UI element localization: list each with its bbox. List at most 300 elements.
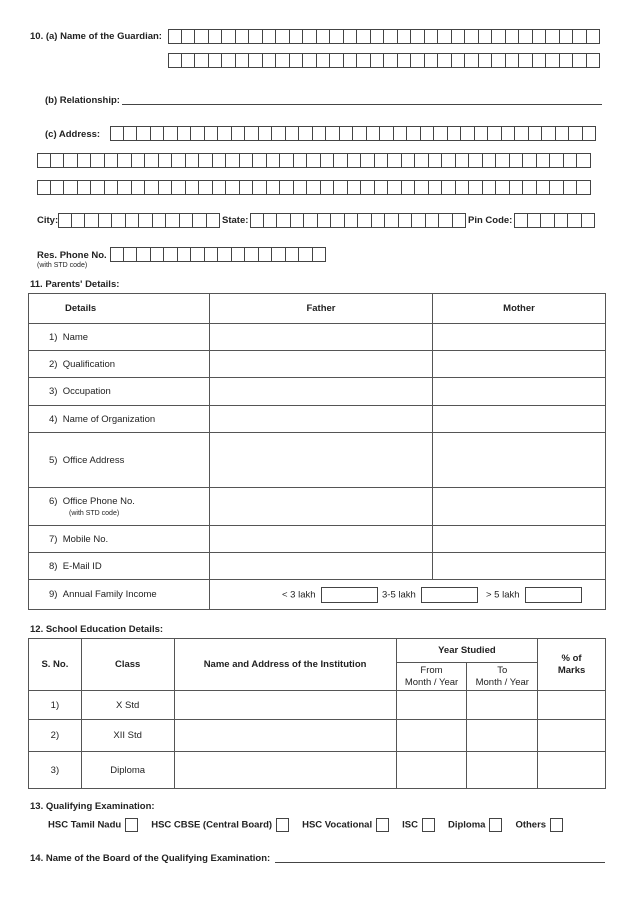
char-box[interactable]	[191, 126, 205, 141]
char-box[interactable]	[529, 126, 543, 141]
parents-row-label	[29, 406, 210, 433]
char-box[interactable]	[218, 247, 232, 262]
to-cell[interactable]	[467, 752, 538, 789]
char-box[interactable]	[375, 180, 389, 195]
char-box[interactable]	[344, 29, 358, 44]
income-3to5-box[interactable]	[421, 587, 478, 603]
char-box[interactable]	[180, 213, 194, 228]
char-box[interactable]	[371, 53, 385, 68]
char-box[interactable]	[402, 180, 416, 195]
char-box[interactable]	[276, 29, 290, 44]
char-box[interactable]	[415, 153, 429, 168]
char-box[interactable]	[519, 29, 533, 44]
char-box[interactable]	[159, 180, 173, 195]
char-box[interactable]	[153, 213, 167, 228]
char-box[interactable]	[213, 180, 227, 195]
marks-sublabel: Marks	[557, 664, 586, 676]
income-gt5-box[interactable]	[525, 587, 582, 603]
mother-mobile-cell[interactable]	[433, 526, 606, 553]
char-box[interactable]	[546, 53, 560, 68]
char-box[interactable]	[475, 126, 489, 141]
father-mobile-cell[interactable]	[210, 526, 433, 553]
char-box[interactable]	[384, 29, 398, 44]
char-box[interactable]	[372, 213, 386, 228]
char-box[interactable]	[488, 126, 502, 141]
char-box[interactable]	[398, 29, 412, 44]
row-label: E-Mail ID	[62, 560, 102, 572]
char-box[interactable]	[226, 153, 240, 168]
char-box[interactable]	[222, 29, 236, 44]
char-box[interactable]	[276, 53, 290, 68]
char-box[interactable]	[72, 213, 86, 228]
mother-name-cell[interactable]	[433, 324, 606, 351]
school-row-sno: 3)	[29, 752, 82, 789]
char-box[interactable]	[439, 213, 453, 228]
char-box[interactable]	[537, 153, 551, 168]
marks-label: % of	[561, 652, 582, 664]
char-box[interactable]	[209, 53, 223, 68]
char-box[interactable]	[546, 29, 560, 44]
char-box[interactable]	[421, 126, 435, 141]
char-box[interactable]	[99, 213, 113, 228]
char-box[interactable]	[541, 213, 555, 228]
char-box[interactable]	[496, 153, 510, 168]
char-box[interactable]	[118, 180, 132, 195]
char-box[interactable]	[438, 29, 452, 44]
parents-row-label	[29, 378, 210, 406]
school-header-class: Class	[81, 639, 174, 691]
char-box[interactable]	[307, 180, 321, 195]
char-box[interactable]	[442, 153, 456, 168]
board-line[interactable]	[275, 862, 605, 863]
char-box[interactable]	[199, 153, 213, 168]
char-box[interactable]	[506, 53, 520, 68]
char-box[interactable]	[232, 247, 246, 262]
char-box[interactable]	[388, 180, 402, 195]
char-box[interactable]	[438, 53, 452, 68]
char-box[interactable]	[564, 180, 578, 195]
char-box[interactable]	[64, 153, 78, 168]
others-checkbox[interactable]	[550, 818, 563, 832]
char-box[interactable]	[124, 126, 138, 141]
school-heading: 12. School Education Details:	[30, 624, 164, 635]
char-box[interactable]	[253, 180, 267, 195]
row-num: 5)	[49, 454, 58, 466]
char-box[interactable]	[448, 126, 462, 141]
char-box[interactable]	[264, 213, 278, 228]
char-box[interactable]	[303, 53, 317, 68]
char-box[interactable]	[361, 153, 375, 168]
char-box[interactable]	[452, 53, 466, 68]
char-box[interactable]	[345, 213, 359, 228]
char-box[interactable]	[321, 153, 335, 168]
char-box[interactable]	[112, 213, 126, 228]
char-box[interactable]	[166, 213, 180, 228]
mother-office-phone-cell[interactable]	[433, 488, 606, 526]
char-box[interactable]	[263, 53, 277, 68]
char-box[interactable]	[375, 153, 389, 168]
char-box[interactable]	[587, 53, 601, 68]
char-box[interactable]	[218, 126, 232, 141]
char-box[interactable]	[299, 247, 313, 262]
char-box[interactable]	[331, 213, 345, 228]
char-box[interactable]	[64, 180, 78, 195]
char-box[interactable]	[582, 213, 596, 228]
char-box[interactable]	[564, 153, 578, 168]
char-box[interactable]	[126, 213, 140, 228]
char-box[interactable]	[164, 247, 178, 262]
char-box[interactable]	[452, 29, 466, 44]
char-box[interactable]	[132, 153, 146, 168]
char-box[interactable]	[151, 126, 165, 141]
char-box[interactable]	[259, 126, 273, 141]
char-box[interactable]	[304, 213, 318, 228]
father-organization-cell[interactable]	[210, 406, 433, 433]
char-box[interactable]	[313, 126, 327, 141]
marks-cell[interactable]	[538, 752, 606, 789]
char-box[interactable]	[290, 29, 304, 44]
mother-qualification-cell[interactable]	[433, 351, 606, 378]
char-box[interactable]	[272, 247, 286, 262]
char-box[interactable]	[245, 247, 259, 262]
char-box[interactable]	[461, 126, 475, 141]
char-box[interactable]	[357, 29, 371, 44]
from-cell[interactable]	[396, 752, 467, 789]
char-box[interactable]	[178, 126, 192, 141]
char-box[interactable]	[456, 180, 470, 195]
char-box[interactable]	[573, 29, 587, 44]
char-box[interactable]	[348, 153, 362, 168]
char-box[interactable]	[411, 29, 425, 44]
char-box[interactable]	[358, 213, 372, 228]
institution-cell[interactable]	[174, 720, 396, 752]
income-option-label: > 5 lakh	[486, 589, 520, 601]
char-box[interactable]	[236, 29, 250, 44]
char-box[interactable]	[542, 126, 556, 141]
row-num: 8)	[49, 560, 58, 572]
char-box[interactable]	[168, 29, 182, 44]
address-boxes-row1[interactable]	[110, 126, 596, 141]
char-box[interactable]	[456, 153, 470, 168]
char-box[interactable]	[568, 213, 582, 228]
char-box[interactable]	[164, 126, 178, 141]
char-box[interactable]	[330, 29, 344, 44]
char-box[interactable]	[353, 126, 367, 141]
char-box[interactable]	[105, 180, 119, 195]
char-box[interactable]	[145, 180, 159, 195]
char-box[interactable]	[226, 180, 240, 195]
char-box[interactable]	[537, 180, 551, 195]
guardian-name-boxes-row2[interactable]	[168, 53, 600, 68]
char-box[interactable]	[178, 247, 192, 262]
parents-row-label	[29, 553, 210, 580]
char-box[interactable]	[151, 247, 165, 262]
char-box[interactable]	[334, 180, 348, 195]
char-box[interactable]	[492, 29, 506, 44]
mother-office-address-cell[interactable]	[433, 433, 606, 488]
char-box[interactable]	[105, 153, 119, 168]
char-box[interactable]	[442, 180, 456, 195]
char-box[interactable]	[398, 53, 412, 68]
income-lt3-box[interactable]	[321, 587, 378, 603]
to-cell[interactable]	[467, 720, 538, 752]
char-box[interactable]	[85, 213, 99, 228]
char-box[interactable]	[317, 29, 331, 44]
char-box[interactable]	[313, 247, 327, 262]
char-box[interactable]	[78, 153, 92, 168]
char-box[interactable]	[132, 180, 146, 195]
char-box[interactable]	[577, 180, 591, 195]
char-box[interactable]	[191, 247, 205, 262]
char-box[interactable]	[249, 29, 263, 44]
char-box[interactable]	[348, 180, 362, 195]
char-box[interactable]	[91, 153, 105, 168]
char-box[interactable]	[193, 213, 207, 228]
char-box[interactable]	[232, 126, 246, 141]
pin-code-boxes[interactable]	[514, 213, 595, 228]
char-box[interactable]	[492, 53, 506, 68]
char-box[interactable]	[137, 247, 151, 262]
char-box[interactable]	[291, 213, 305, 228]
char-box[interactable]	[483, 153, 497, 168]
char-box[interactable]	[550, 153, 564, 168]
char-box[interactable]	[267, 180, 281, 195]
char-box[interactable]	[172, 153, 186, 168]
char-box[interactable]	[434, 126, 448, 141]
institution-cell[interactable]	[174, 752, 396, 789]
char-box[interactable]	[159, 153, 173, 168]
char-box[interactable]	[394, 126, 408, 141]
char-box[interactable]	[286, 247, 300, 262]
char-box[interactable]	[330, 53, 344, 68]
to-cell[interactable]	[467, 691, 538, 720]
father-name-cell[interactable]	[210, 324, 433, 351]
char-box[interactable]	[425, 53, 439, 68]
char-box[interactable]	[240, 153, 254, 168]
char-box[interactable]	[259, 247, 273, 262]
char-box[interactable]	[205, 126, 219, 141]
char-box[interactable]	[583, 126, 597, 141]
char-box[interactable]	[280, 180, 294, 195]
char-box[interactable]	[186, 180, 200, 195]
address-boxes-row3[interactable]	[37, 180, 591, 195]
char-box[interactable]	[334, 153, 348, 168]
char-box[interactable]	[286, 126, 300, 141]
parents-table	[28, 293, 606, 610]
char-box[interactable]	[344, 53, 358, 68]
char-box[interactable]	[124, 247, 138, 262]
char-box[interactable]	[195, 29, 209, 44]
char-box[interactable]	[519, 53, 533, 68]
father-office-phone-cell[interactable]	[210, 488, 433, 526]
char-box[interactable]	[399, 213, 413, 228]
vocational-checkbox[interactable]	[376, 818, 389, 832]
char-box[interactable]	[502, 126, 516, 141]
char-box[interactable]	[385, 213, 399, 228]
relationship-label: (b) Relationship:	[45, 95, 120, 106]
char-box[interactable]	[51, 153, 65, 168]
char-box[interactable]	[510, 180, 524, 195]
hsc-tn-checkbox[interactable]	[125, 818, 138, 832]
char-box[interactable]	[110, 126, 124, 141]
char-box[interactable]	[371, 29, 385, 44]
parents-heading: 11. Parents' Details:	[30, 279, 120, 290]
char-box[interactable]	[587, 29, 601, 44]
char-box[interactable]	[411, 53, 425, 68]
char-box[interactable]	[380, 126, 394, 141]
char-box[interactable]	[236, 53, 250, 68]
res-phone-boxes[interactable]	[110, 247, 326, 262]
char-box[interactable]	[326, 126, 340, 141]
mother-occupation-cell[interactable]	[433, 378, 606, 406]
row-label: Mobile No.	[62, 533, 109, 545]
char-box[interactable]	[426, 213, 440, 228]
char-box[interactable]	[321, 180, 335, 195]
char-box[interactable]	[469, 180, 483, 195]
char-box[interactable]	[533, 53, 547, 68]
institution-cell[interactable]	[174, 691, 396, 720]
char-box[interactable]	[555, 213, 569, 228]
char-box[interactable]	[340, 126, 354, 141]
char-box[interactable]	[361, 180, 375, 195]
char-box[interactable]	[367, 126, 381, 141]
father-qualification-cell[interactable]	[210, 351, 433, 378]
char-box[interactable]	[250, 213, 264, 228]
father-email-cell[interactable]	[210, 553, 433, 580]
char-box[interactable]	[290, 53, 304, 68]
char-box[interactable]	[294, 180, 308, 195]
char-box[interactable]	[384, 53, 398, 68]
cbse-checkbox[interactable]	[276, 818, 289, 832]
char-box[interactable]	[58, 213, 72, 228]
char-box[interactable]	[465, 29, 479, 44]
char-box[interactable]	[209, 29, 223, 44]
guardian-name-boxes-row1[interactable]	[168, 29, 600, 44]
marks-cell[interactable]	[538, 691, 606, 720]
char-box[interactable]	[569, 126, 583, 141]
char-box[interactable]	[318, 213, 332, 228]
char-box[interactable]	[280, 153, 294, 168]
from-cell[interactable]	[396, 720, 467, 752]
char-box[interactable]	[272, 126, 286, 141]
char-box[interactable]	[213, 153, 227, 168]
char-box[interactable]	[465, 53, 479, 68]
char-box[interactable]	[506, 29, 520, 44]
char-box[interactable]	[425, 29, 439, 44]
char-box[interactable]	[528, 213, 542, 228]
char-box[interactable]	[78, 180, 92, 195]
char-box[interactable]	[303, 29, 317, 44]
char-box[interactable]	[240, 180, 254, 195]
father-occupation-cell[interactable]	[210, 378, 433, 406]
char-box[interactable]	[307, 153, 321, 168]
char-box[interactable]	[523, 180, 537, 195]
char-box[interactable]	[415, 180, 429, 195]
char-box[interactable]	[453, 213, 467, 228]
char-box[interactable]	[429, 180, 443, 195]
char-box[interactable]	[253, 153, 267, 168]
char-box[interactable]	[37, 180, 51, 195]
char-box[interactable]	[91, 180, 105, 195]
char-box[interactable]	[429, 153, 443, 168]
char-box[interactable]	[412, 213, 426, 228]
char-box[interactable]	[299, 126, 313, 141]
row-label: Office Address	[62, 454, 125, 466]
mother-email-cell[interactable]	[433, 553, 606, 580]
char-box[interactable]	[407, 126, 421, 141]
diploma-checkbox[interactable]	[489, 818, 502, 832]
char-box[interactable]	[263, 29, 277, 44]
char-box[interactable]	[514, 213, 528, 228]
char-box[interactable]	[479, 29, 493, 44]
char-box[interactable]	[479, 53, 493, 68]
char-box[interactable]	[277, 213, 291, 228]
char-box[interactable]	[249, 53, 263, 68]
char-box[interactable]	[402, 153, 416, 168]
mother-organization-cell[interactable]	[433, 406, 606, 433]
char-box[interactable]	[533, 29, 547, 44]
char-box[interactable]	[560, 29, 574, 44]
char-box[interactable]	[294, 153, 308, 168]
row-label: Occupation	[62, 386, 111, 397]
char-box[interactable]	[560, 53, 574, 68]
char-box[interactable]	[168, 53, 182, 68]
char-box[interactable]	[199, 180, 213, 195]
char-box[interactable]	[145, 153, 159, 168]
char-box[interactable]	[172, 180, 186, 195]
char-box[interactable]	[556, 126, 570, 141]
char-box[interactable]	[483, 180, 497, 195]
char-box[interactable]	[510, 153, 524, 168]
char-box[interactable]	[182, 29, 196, 44]
qual-option-others	[515, 818, 563, 832]
char-box[interactable]	[51, 180, 65, 195]
char-box[interactable]	[573, 53, 587, 68]
isc-checkbox[interactable]	[422, 818, 435, 832]
char-box[interactable]	[205, 247, 219, 262]
char-box[interactable]	[550, 180, 564, 195]
row-label: Office Phone No.	[62, 495, 135, 507]
char-box[interactable]	[245, 126, 259, 141]
char-box[interactable]	[139, 213, 153, 228]
char-box[interactable]	[267, 153, 281, 168]
char-box[interactable]	[186, 153, 200, 168]
char-box[interactable]	[388, 153, 402, 168]
char-box[interactable]	[195, 53, 209, 68]
char-box[interactable]	[515, 126, 529, 141]
char-box[interactable]	[118, 153, 132, 168]
char-box[interactable]	[317, 53, 331, 68]
char-box[interactable]	[469, 153, 483, 168]
char-box[interactable]	[577, 153, 591, 168]
state-boxes[interactable]	[250, 213, 466, 228]
father-office-address-cell[interactable]	[210, 433, 433, 488]
char-box[interactable]	[357, 53, 371, 68]
char-box[interactable]	[182, 53, 196, 68]
char-box[interactable]	[496, 180, 510, 195]
city-boxes[interactable]	[58, 213, 220, 228]
char-box[interactable]	[137, 126, 151, 141]
marks-cell[interactable]	[538, 720, 606, 752]
char-box[interactable]	[222, 53, 236, 68]
char-box[interactable]	[110, 247, 124, 262]
address-boxes-row2[interactable]	[37, 153, 591, 168]
char-box[interactable]	[37, 153, 51, 168]
char-box[interactable]	[523, 153, 537, 168]
char-box[interactable]	[207, 213, 221, 228]
relationship-line[interactable]	[122, 104, 602, 105]
from-cell[interactable]	[396, 691, 467, 720]
